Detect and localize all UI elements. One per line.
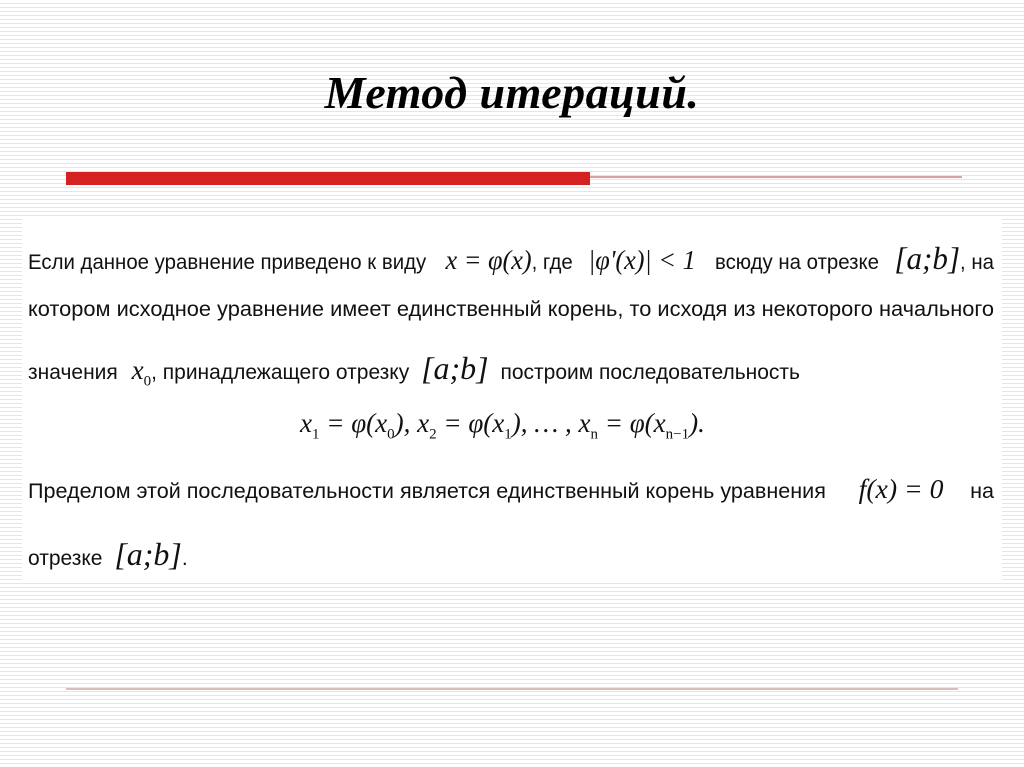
math-equation: f(x) = 0 bbox=[858, 474, 944, 504]
bottom-divider bbox=[66, 688, 958, 690]
text-segment: , на bbox=[960, 251, 994, 274]
text-segment: . bbox=[181, 547, 188, 570]
sequence-formula: $x_1 = \varphi(x_0)$, $x_2 = \varphi(x_1)$, … , $x_n = \varphi(x_{n-1})$. bbox=[300, 408, 705, 443]
text-segment: , где bbox=[531, 251, 573, 274]
text-segment: Если данное уравнение приведено к виду bbox=[28, 251, 427, 274]
math-interval: [a;b] bbox=[894, 240, 961, 276]
math-interval: [a;b] bbox=[421, 350, 489, 386]
text-segment: отрезке bbox=[28, 547, 103, 570]
text-segment: на bbox=[970, 480, 994, 503]
paragraph-line-2: котором исходное уравнение имеет единственный корень, то исходя из некоторого начального bbox=[28, 298, 994, 321]
paragraph-line-5 bbox=[28, 474, 994, 505]
paragraph-line-6 bbox=[28, 536, 188, 573]
paragraph-line-1 bbox=[28, 240, 994, 277]
math-condition: |φ'(x)| < 1 bbox=[588, 245, 696, 275]
text-segment: значения bbox=[28, 361, 118, 384]
math-interval: [a;b] bbox=[114, 536, 182, 572]
math-x0: $x_0$ bbox=[131, 355, 152, 390]
math-equation: x = φ(x) bbox=[445, 245, 532, 275]
content-box bbox=[22, 218, 1002, 582]
slide-title: Метод итераций. bbox=[324, 67, 700, 118]
title-underline-thin bbox=[590, 176, 962, 178]
text-segment: Пределом этой последовательности является единственный корень уравнения bbox=[28, 480, 826, 503]
title-underline-red bbox=[66, 172, 590, 185]
text-segment: , принадлежащего отрезку bbox=[151, 361, 410, 384]
text-segment: построим последовательность bbox=[500, 361, 800, 384]
paragraph-line-3 bbox=[28, 350, 800, 390]
text-segment: всюду на отрезке bbox=[714, 251, 880, 274]
